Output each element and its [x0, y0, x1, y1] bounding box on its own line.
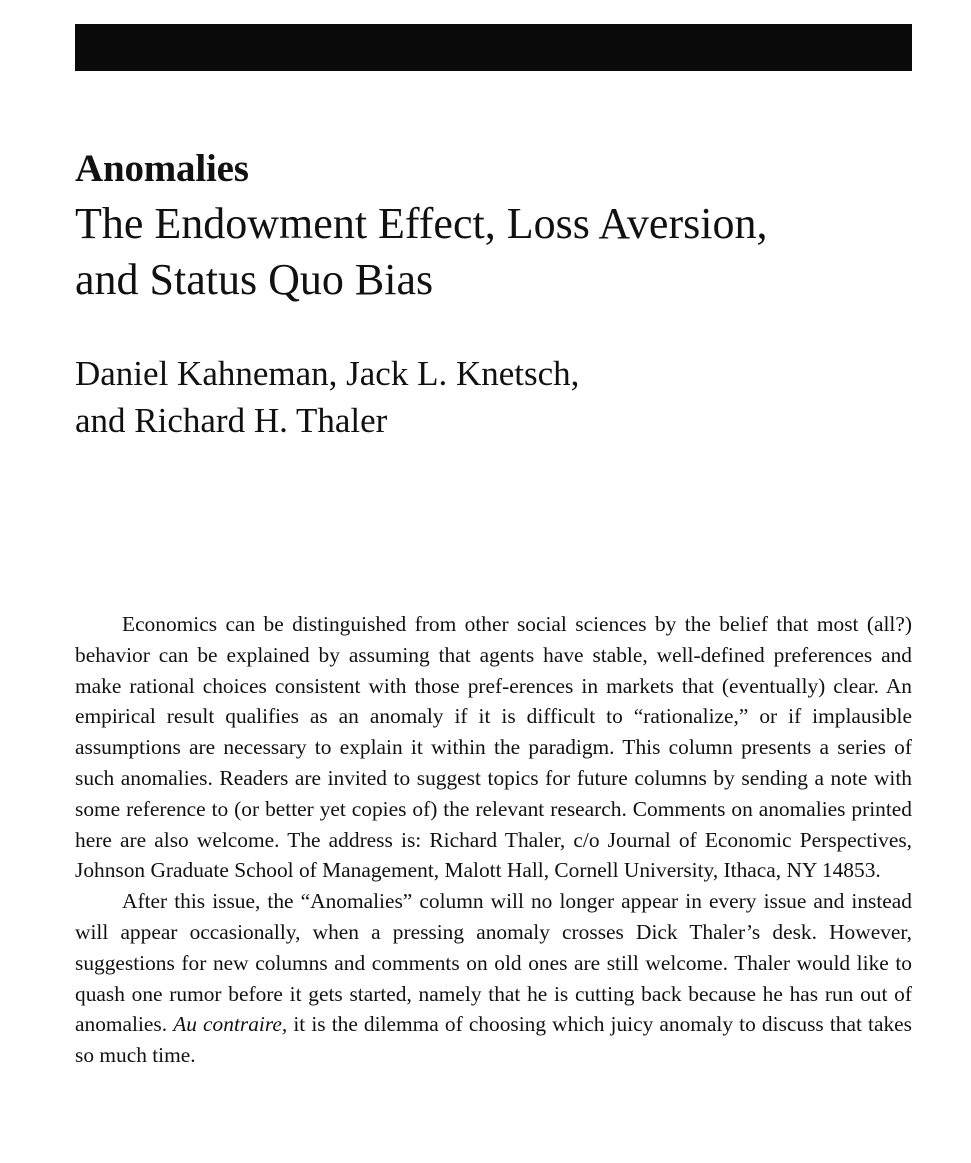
article-title-line-2: and Status Quo Bias [75, 255, 434, 304]
author-block [75, 350, 935, 444]
author-line-2: and Richard H. Thaler [75, 401, 388, 440]
article-header [75, 142, 935, 308]
column-name: Anomalies [75, 147, 249, 190]
top-black-bar [75, 24, 912, 71]
paragraph-2-text-start: After this issue, the “Anomalies” column will no longer appear in every issue and instead will appear occasionally, when a pressing anomaly crosses Dick Thaler’s desk. However, suggestions for new columns and comments on old ones are still welcome. Thaler would like to quash one rumor before it gets started, namely that he is cutting back because he has run out of anomalies. [75, 889, 912, 1037]
article-body [75, 609, 912, 1071]
article-title-line-1: The Endowment Effect, Loss Aversion, [75, 199, 768, 248]
paragraph-2-text-end: it is the dilemma of choosing which juicy anomaly to discuss that takes so much time. [75, 1012, 912, 1068]
paragraph-2-italic-phrase: Au contraire, [173, 1012, 288, 1037]
paragraph-1: Economics can be distinguished from other social sciences by the belief that most (all?) behavior can be explained by assuming that agents have stable, well-defined preferences and make rational choices consistent with those pref-erences in markets that (eventually) clear. An empirical result qualifies as an anomaly if it is difficult to “rationalize,” or if implausible assumptions are necessary to explain it within the paradigm. This column presents a series of such anomalies. Readers are invited to suggest topics for future columns by sending a note with some reference to (or better yet copies of) the relevant research. Comments on anomalies printed here are also welcome. The address is: Richard Thaler, c/o Journal of Economic Perspectives, Johnson Graduate School of Management, Malott Hall, Cornell University, Ithaca, NY 14853. [75, 612, 912, 883]
author-line-1: Daniel Kahneman, Jack L. Knetsch, [75, 354, 580, 393]
paragraph-2 [75, 886, 912, 1071]
